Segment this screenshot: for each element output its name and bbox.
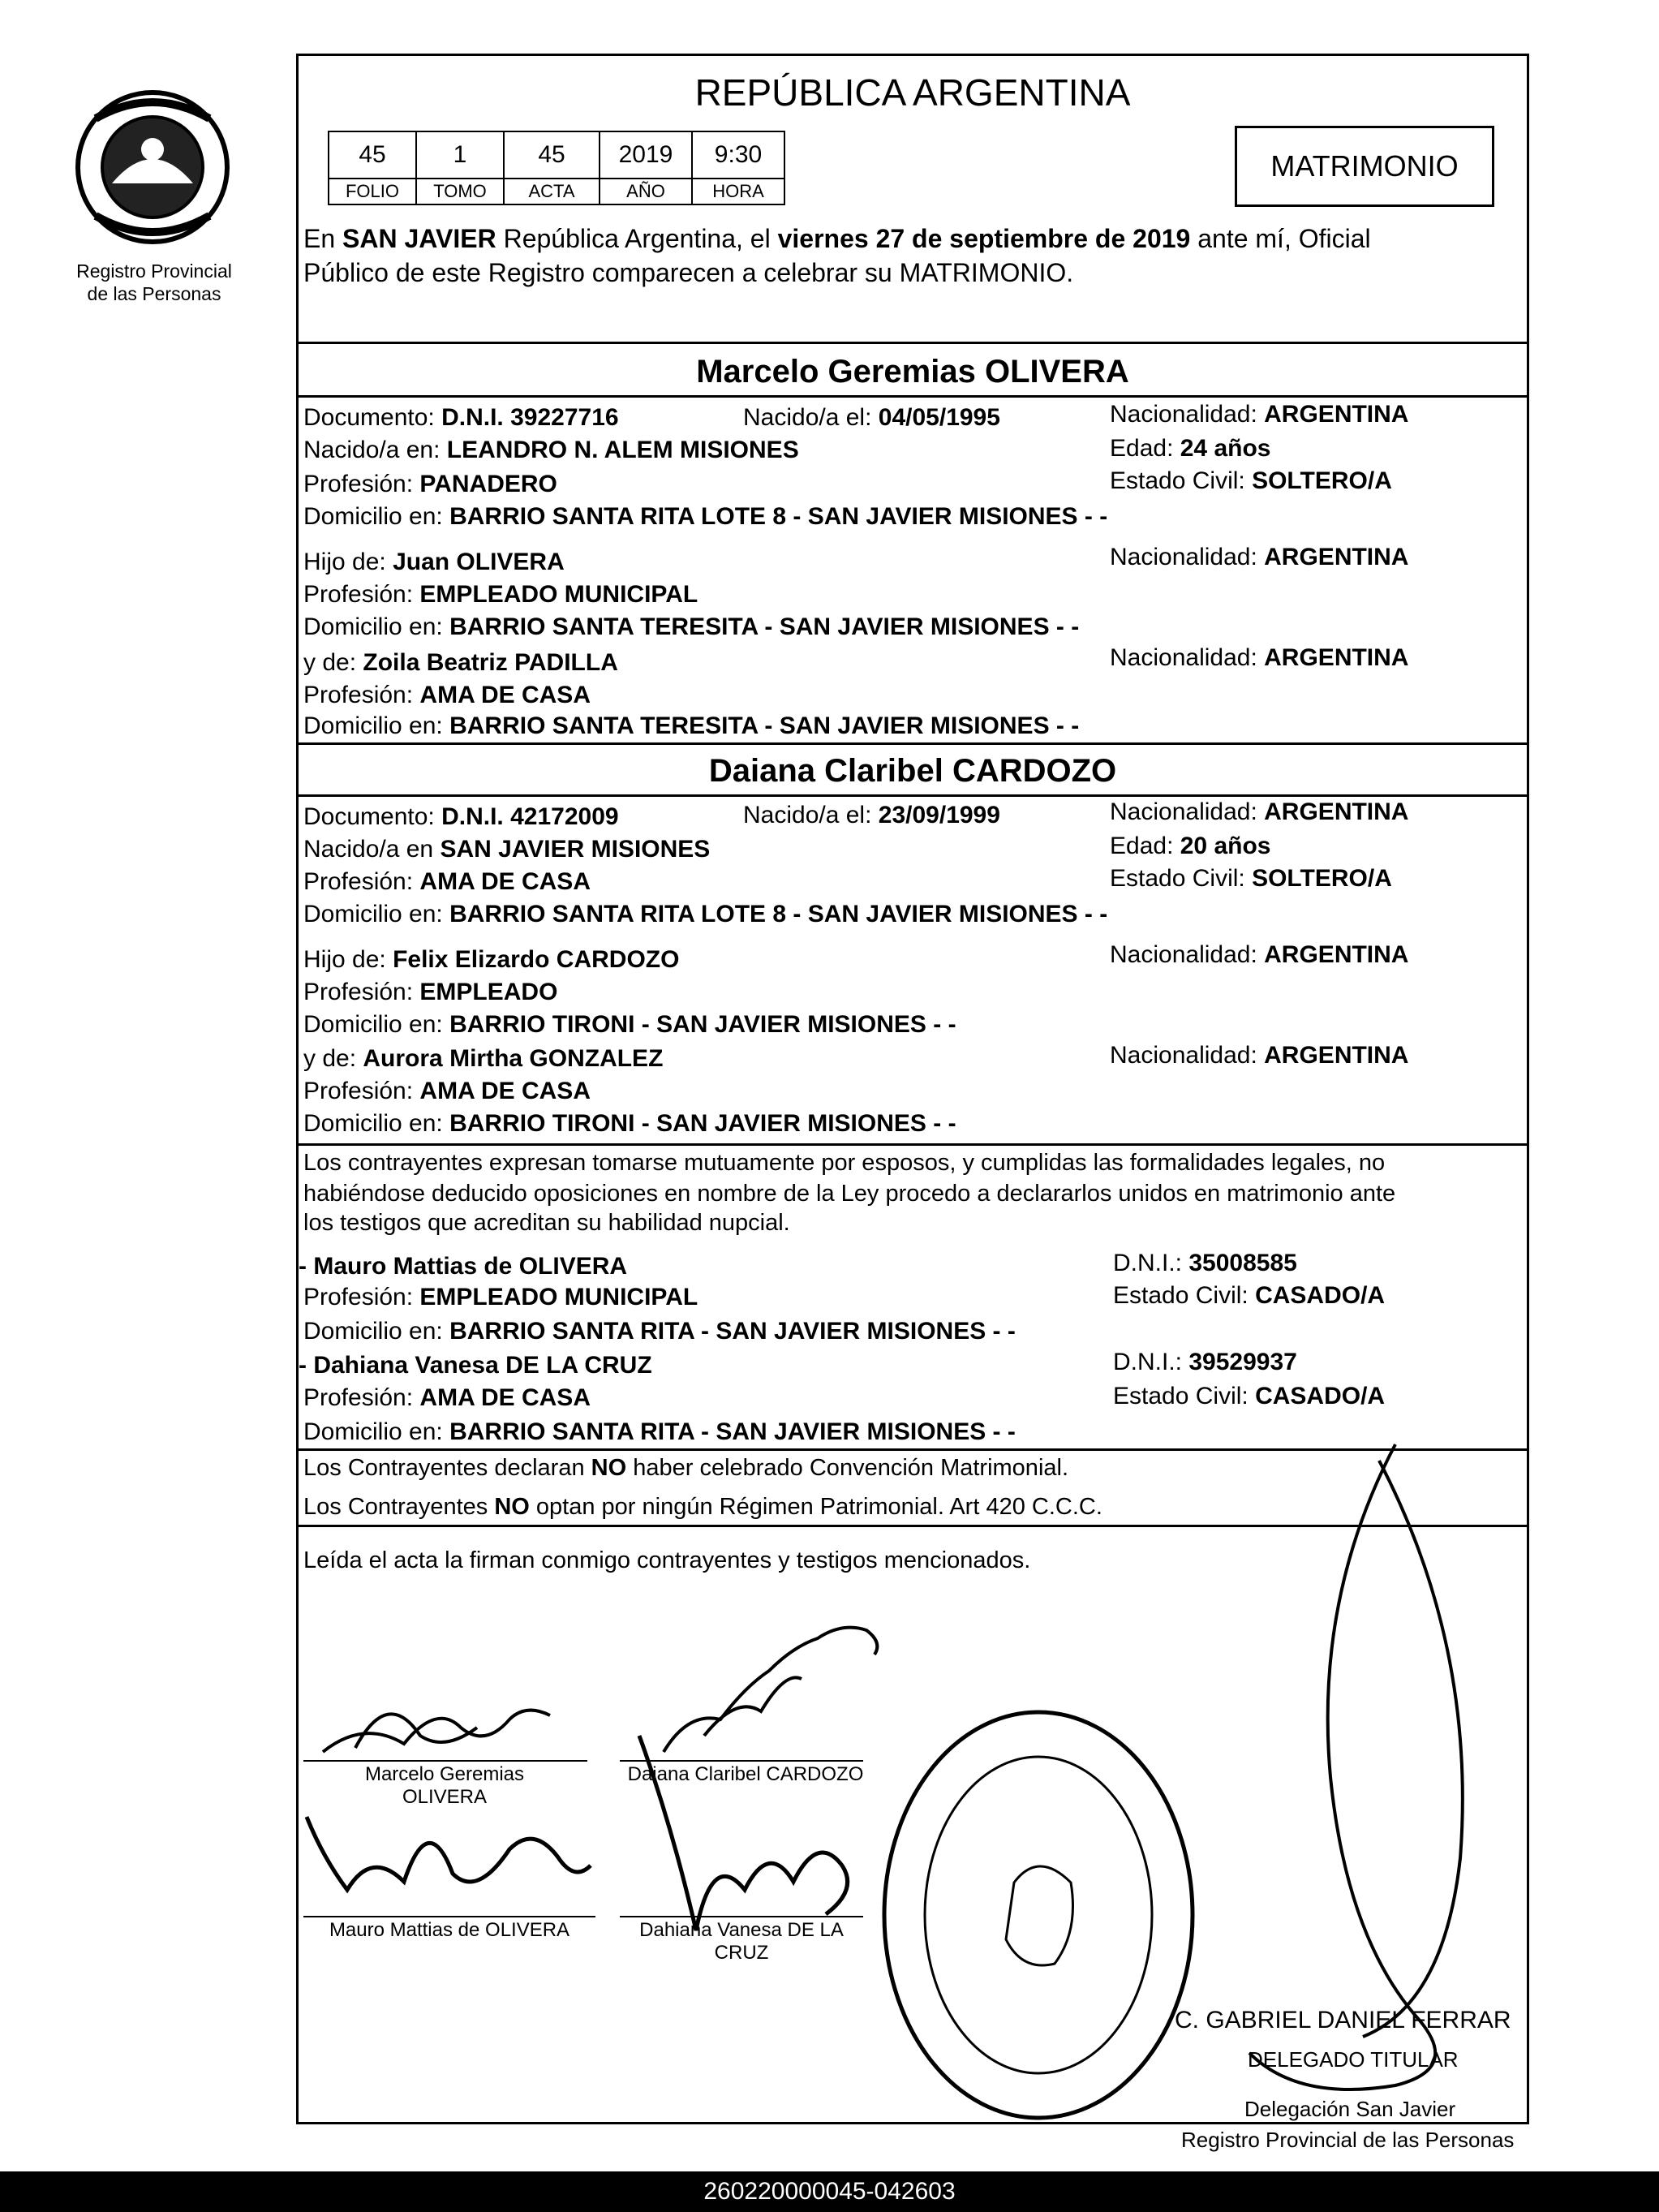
- tomo-value: 1: [416, 131, 504, 179]
- groom-mother-profession: Profesión: AMA DE CASA: [303, 682, 591, 708]
- witness1-name: - Mauro Mattias de OLIVERA: [299, 1253, 628, 1280]
- bride-mother-profession: Profesión: AMA DE CASA: [303, 1078, 591, 1104]
- witness1-civil-status: Estado Civil: CASADO/A: [1113, 1282, 1386, 1309]
- groom-civil-status: Estado Civil: SOLTERO/A: [1110, 467, 1392, 494]
- witness1-signature-line: [303, 1916, 595, 1917]
- groom-signature-name: Marcelo Geremias OLIVERA: [364, 1763, 525, 1808]
- bride-signature-name: Daiana Claribel CARDOZO: [627, 1763, 864, 1785]
- regime-line2: Los Contrayentes NO optan por ningún Régimen Patrimonial. Art 420 C.C.C.: [303, 1494, 1102, 1520]
- groom-address: Domicilio en: BARRIO SANTA RITA LOTE 8 - SAN JAVIER MISIONES - -: [303, 503, 1108, 530]
- groom-father-address: Domicilio en: BARRIO SANTA TERESITA - SAN JAVIER MISIONES - -: [303, 613, 1080, 640]
- witness1-signature-name: Mauro Mattias de OLIVERA: [329, 1919, 570, 1941]
- bride-mother: y de: Aurora Mirtha GONZALEZ: [303, 1045, 664, 1072]
- witness2-profession: Profesión: AMA DE CASA: [303, 1384, 591, 1411]
- witness1-profession: Profesión: EMPLEADO MUNICIPAL: [303, 1284, 698, 1310]
- intro-paragraph: En SAN JAVIER República Argentina, el viernes 27 de septiembre de 2019 ante mí, Oficial Público de este Registro comparecen a celebrar su MATRIMONIO.: [303, 222, 1520, 290]
- province-logo: [71, 86, 234, 248]
- folio-value: 45: [329, 131, 416, 179]
- groom-profession: Profesión: PANADERO: [303, 471, 557, 497]
- bride-document: Documento: D.N.I. 42172009: [303, 803, 619, 830]
- regime-line1: Los Contrayentes declaran NO haber celebrado Convención Matrimonial.: [303, 1455, 1069, 1481]
- official-name: C. GABRIEL DANIEL FERRAR: [1175, 2007, 1511, 2033]
- hour-value: 9:30: [692, 131, 784, 179]
- bride-address: Domicilio en: BARRIO SANTA RITA LOTE 8 - SAN JAVIER MISIONES - -: [303, 901, 1108, 927]
- record-type-box: MATRIMONIO: [1235, 126, 1494, 207]
- groom-age: Edad: 24 años: [1110, 435, 1271, 462]
- bride-birthplace: Nacido/a en SAN JAVIER MISIONES: [303, 836, 711, 863]
- intro-date: viernes 27 de septiembre de 2019: [777, 224, 1191, 253]
- groom-father-nationality: Nacionalidad: ARGENTINA: [1110, 544, 1409, 570]
- groom-father: Hijo de: Juan OLIVERA: [303, 549, 565, 575]
- groom-father-profession: Profesión: EMPLEADO MUNICIPAL: [303, 581, 698, 608]
- folio-label: FOLIO: [329, 179, 416, 204]
- registry-table: [328, 131, 785, 205]
- witness1-signature: [299, 1784, 607, 1914]
- witness2-signature-line: [620, 1916, 863, 1917]
- groom-signature-line: [303, 1760, 587, 1762]
- groom-document: Documento: D.N.I. 39227716: [303, 404, 619, 431]
- intro-place: SAN JAVIER: [342, 224, 496, 253]
- official-role: DELEGADO TITULAR: [1248, 2047, 1459, 2072]
- divider: [299, 1143, 1527, 1146]
- logo-caption-line2: de las Personas: [87, 283, 221, 304]
- groom-birthplace: Nacido/a en: LEANDRO N. ALEM MISIONES: [303, 437, 799, 463]
- groom-name: Marcelo Geremias OLIVERA: [696, 354, 1129, 389]
- bride-nationality: Nacionalidad: ARGENTINA: [1110, 798, 1409, 825]
- acta-label: ACTA: [504, 179, 600, 204]
- divider: [299, 395, 1527, 398]
- divider: [299, 794, 1527, 797]
- official-office: Delegación San Javier: [1244, 2097, 1456, 2121]
- witness1-dni: D.N.I.: 35008585: [1113, 1250, 1297, 1276]
- bride-father-nationality: Nacionalidad: ARGENTINA: [1110, 941, 1409, 968]
- year-label: AÑO: [600, 179, 692, 204]
- document-code: 260220000045-042603: [0, 2171, 1659, 2212]
- official-registry: Registro Provincial de las Personas: [1181, 2128, 1515, 2152]
- divider: [299, 742, 1527, 745]
- divider: [299, 342, 1527, 344]
- official-signature: [1152, 1436, 1525, 2167]
- hour-label: HORA: [692, 179, 784, 204]
- bride-birthdate: Nacido/a el: 23/09/1999: [743, 802, 1000, 828]
- tomo-label: TOMO: [416, 179, 504, 204]
- bride-father: Hijo de: Felix Elizardo CARDOZO: [303, 946, 680, 973]
- bride-age: Edad: 20 años: [1110, 833, 1271, 859]
- declaration-line1: Los contrayentes expresan tomarse mutuamente por esposos, y cumplidas las formalidades legales, no: [303, 1150, 1386, 1176]
- logo-caption-line1: Registro Provincial: [76, 260, 232, 282]
- groom-mother: y de: Zoila Beatriz PADILLA: [303, 649, 618, 676]
- intro-line2: Público de este Registro comparecen a celebrar su MATRIMONIO.: [303, 258, 1074, 287]
- acta-value: 45: [504, 131, 600, 179]
- witness1-address: Domicilio en: BARRIO SANTA RITA - SAN JAVIER MISIONES - -: [303, 1318, 1016, 1345]
- year-value: 2019: [600, 131, 692, 179]
- declaration-line3: los testigos que acreditan su habilidad nupcial.: [303, 1210, 790, 1236]
- bride-mother-nationality: Nacionalidad: ARGENTINA: [1110, 1042, 1409, 1069]
- bride-father-profession: Profesión: EMPLEADO: [303, 979, 558, 1005]
- witness2-name: - Dahiana Vanesa DE LA CRUZ: [299, 1352, 652, 1379]
- bride-father-address: Domicilio en: BARRIO TIRONI - SAN JAVIER MISIONES - -: [303, 1011, 956, 1038]
- witness2-civil-status: Estado Civil: CASADO/A: [1113, 1383, 1386, 1409]
- declaration-line2: habiéndose deducido oposiciones en nombre de la Ley procedo a declararlos unidos en matrimonio ante: [303, 1181, 1396, 1207]
- closing-statement: Leída el acta la firman conmigo contrayentes y testigos mencionados.: [303, 1547, 1031, 1573]
- bride-name: Daiana Claribel CARDOZO: [708, 753, 1117, 789]
- witness2-dni: D.N.I.: 39529937: [1113, 1349, 1297, 1375]
- groom-nationality: Nacionalidad: ARGENTINA: [1110, 401, 1409, 428]
- groom-birthdate: Nacido/a el: 04/05/1995: [743, 404, 1000, 431]
- bride-civil-status: Estado Civil: SOLTERO/A: [1110, 865, 1392, 892]
- witness2-signature-name: Dahiana Vanesa DE LA CRUZ: [639, 1919, 844, 1964]
- bride-profession: Profesión: AMA DE CASA: [303, 868, 591, 895]
- bride-mother-address: Domicilio en: BARRIO TIRONI - SAN JAVIER MISIONES - -: [303, 1110, 956, 1137]
- groom-mother-address: Domicilio en: BARRIO SANTA TERESITA - SAN JAVIER MISIONES - -: [303, 712, 1080, 739]
- witness2-address: Domicilio en: BARRIO SANTA RITA - SAN JAVIER MISIONES - -: [303, 1418, 1016, 1445]
- groom-mother-nationality: Nacionalidad: ARGENTINA: [1110, 644, 1409, 671]
- page-title: REPÚBLICA ARGENTINA: [694, 71, 1131, 114]
- logo-caption: [49, 260, 260, 305]
- groom-signature: [307, 1671, 566, 1768]
